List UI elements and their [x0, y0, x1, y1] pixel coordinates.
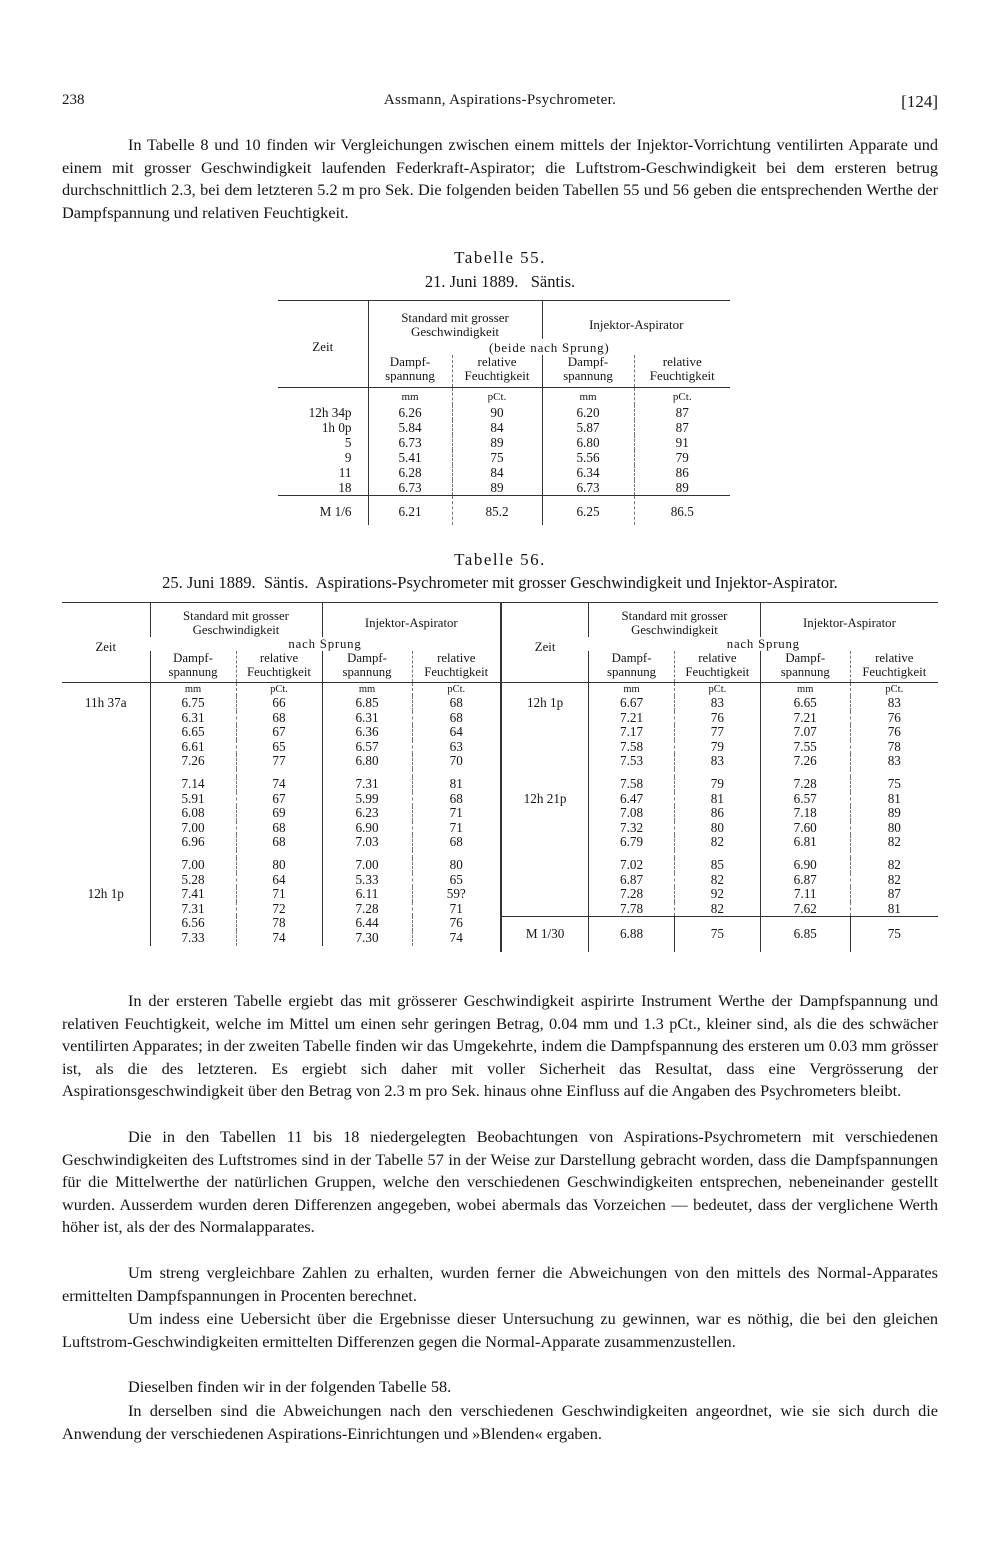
zeit-cell — [62, 806, 150, 821]
value-cell: 6.47 — [589, 792, 675, 807]
value-cell: 89 — [850, 806, 938, 821]
value-cell: 6.85 — [322, 696, 412, 711]
value-cell: 82 — [674, 835, 760, 850]
table-row — [501, 806, 938, 821]
value-cell: 6.57 — [322, 740, 412, 755]
injektor-header: Injektor-Aspirator — [760, 603, 938, 638]
unit-cell: pCt. — [412, 683, 500, 697]
value-cell: 6.11 — [322, 887, 412, 902]
table-row — [62, 887, 500, 902]
value-cell: 71 — [412, 806, 500, 821]
value-cell: 74 — [236, 777, 322, 792]
zeit-cell — [62, 835, 150, 850]
gap-cell — [62, 850, 150, 858]
zeit-cell — [501, 887, 589, 902]
page-number: 238 — [62, 92, 85, 108]
value-cell: 7.58 — [589, 740, 675, 755]
value-cell: 89 — [634, 480, 730, 496]
value-cell: 66 — [236, 696, 322, 711]
zeit-header: Zeit — [95, 639, 117, 654]
value-cell: 6.87 — [760, 873, 850, 888]
zeit-cell — [501, 740, 589, 755]
value-cell: 82 — [674, 902, 760, 917]
zeit-cell — [62, 754, 150, 769]
value-cell: 92 — [674, 887, 760, 902]
table-row — [501, 711, 938, 726]
value-cell: 6.08 — [150, 806, 236, 821]
table-row — [62, 740, 500, 755]
zeit-cell — [62, 916, 150, 931]
value-cell: 68 — [412, 711, 500, 726]
value-cell: 7.21 — [589, 711, 675, 726]
mean-value: 75 — [674, 917, 760, 952]
zeit-cell: 11 — [338, 465, 352, 480]
table56-subcaption: 25. Juni 1889. Säntis. Aspirations-Psychrometer mit grosser Geschwindigkeit und Injektor-Aspirator. — [162, 573, 838, 592]
table-row — [278, 450, 730, 465]
injektor-header: Injektor-Aspirator — [542, 301, 730, 340]
value-cell: 7.00 — [322, 858, 412, 873]
value-cell: 6.57 — [760, 792, 850, 807]
mean-value: 6.21 — [368, 496, 452, 526]
value-cell: 7.32 — [589, 821, 675, 836]
table55-body — [278, 388, 730, 526]
value-cell: 5.28 — [150, 873, 236, 888]
table-row — [62, 916, 500, 931]
value-cell: 7.00 — [150, 821, 236, 836]
value-cell: 7.33 — [150, 931, 236, 946]
gap-cell — [501, 769, 589, 777]
value-cell: 7.31 — [322, 777, 412, 792]
table-row — [62, 902, 500, 917]
value-cell: 6.36 — [322, 725, 412, 740]
value-cell: 87 — [634, 405, 730, 420]
value-cell: 68 — [236, 821, 322, 836]
standard-header: Standard mit grosser Geschwindigkeit — [150, 603, 322, 638]
zeit-cell — [501, 683, 589, 697]
value-cell: 64 — [412, 725, 500, 740]
standard-header: Standard mit grosser Geschwindigkeit — [368, 301, 542, 340]
value-cell: 63 — [412, 740, 500, 755]
table-row — [62, 873, 500, 888]
value-cell: 6.44 — [322, 916, 412, 931]
value-cell: 81 — [850, 902, 938, 917]
value-cell: 79 — [674, 740, 760, 755]
value-cell: 67 — [236, 725, 322, 740]
table-row — [501, 740, 938, 755]
value-cell: 81 — [412, 777, 500, 792]
injektor-header: Injektor-Aspirator — [322, 603, 500, 638]
table-row — [501, 873, 938, 888]
value-cell: 6.96 — [150, 835, 236, 850]
value-cell: 75 — [452, 450, 542, 465]
table55-subcaption: 21. Juni 1889. Säntis. — [424, 272, 576, 291]
value-cell: 6.31 — [150, 711, 236, 726]
unit-cell: pCt. — [674, 683, 760, 697]
value-cell: 6.73 — [368, 435, 452, 450]
value-cell: 5.56 — [542, 450, 634, 465]
rel-header: relative Feuchtigkeit — [412, 651, 500, 683]
unit-cell: mm — [542, 388, 634, 406]
value-cell: 82 — [674, 873, 760, 888]
units-row — [278, 388, 730, 406]
value-cell: 68 — [236, 835, 322, 850]
unit-cell: mm — [150, 683, 236, 697]
mean-row — [501, 917, 938, 952]
zeit-cell: 12h 1p — [526, 695, 564, 710]
value-cell: 7.11 — [760, 887, 850, 902]
table-row — [62, 725, 500, 740]
sprung-header: nach Sprung — [288, 637, 362, 651]
zeit-cell — [501, 777, 589, 792]
paragraph-4: Um indess eine Uebersicht über die Ergebnisse dieser Untersuchung zu gewinnen, war es nöthig, die bei den gleichen Luftstrom-Geschwindigkeiten ermittelten Differenzen gegen die Normal-Apparate zusammenzustellen. — [62, 1309, 938, 1351]
units-row — [62, 683, 500, 697]
table-row — [62, 931, 500, 946]
value-cell: 70 — [412, 754, 500, 769]
value-cell: 84 — [452, 420, 542, 435]
value-cell: 7.26 — [760, 754, 850, 769]
table-row — [501, 725, 938, 740]
value-cell: 6.61 — [150, 740, 236, 755]
zeit-cell — [501, 754, 589, 769]
table-56-left — [62, 602, 500, 946]
mean-value: 75 — [850, 917, 938, 952]
sprung-header: nach Sprung — [726, 637, 800, 651]
zeit-cell — [62, 792, 150, 807]
value-cell: 67 — [236, 792, 322, 807]
rel-header: relative Feuchtigkeit — [850, 651, 938, 683]
value-cell: 5.99 — [322, 792, 412, 807]
zeit-cell — [62, 725, 150, 740]
value-cell: 7.62 — [760, 902, 850, 917]
table-row — [278, 435, 730, 450]
value-cell: 6.80 — [542, 435, 634, 450]
zeit-cell — [62, 683, 150, 697]
unit-cell: pCt. — [634, 388, 730, 406]
value-cell: 7.02 — [589, 858, 675, 873]
zeit-cell — [501, 711, 589, 726]
value-cell: 81 — [850, 792, 938, 807]
value-cell: 71 — [412, 821, 500, 836]
value-cell: 65 — [236, 740, 322, 755]
zeit-cell — [62, 777, 150, 792]
zeit-cell — [501, 821, 589, 836]
value-cell: 7.28 — [322, 902, 412, 917]
value-cell: 7.00 — [150, 858, 236, 873]
value-cell: 81 — [674, 792, 760, 807]
unit-cell: mm — [368, 388, 452, 406]
value-cell: 7.08 — [589, 806, 675, 821]
dampf-header: Dampf- spannung — [589, 651, 675, 683]
value-cell: 77 — [236, 754, 322, 769]
value-cell: 6.81 — [760, 835, 850, 850]
value-cell: 83 — [674, 696, 760, 711]
value-cell: 76 — [850, 711, 938, 726]
intro-paragraph: In Tabelle 8 und 10 finden wir Vergleichungen zwischen einem mittels der Injektor-Vorrichtung ventilirten Apparate und einem mit grosser Geschwindigkeit laufenden Federkraft-Aspirator; die Luftstrom-Geschwindigkeit bei dem ersteren betrug durchschnittlich 2.3, bei dem letzteren 5.2 m pro Sek. Die folgenden beiden Tabellen 55 und 56 geben die entsprechenden Werthe der Dampfspannung und relativen Feuchtigkeit. — [62, 135, 938, 222]
mean-label: M 1/6 — [319, 504, 352, 519]
value-cell: 6.28 — [368, 465, 452, 480]
value-cell: 6.75 — [150, 696, 236, 711]
value-cell: 7.28 — [589, 887, 675, 902]
value-cell: 6.65 — [150, 725, 236, 740]
value-cell: 7.17 — [589, 725, 675, 740]
zeit-cell — [501, 873, 589, 888]
zeit-header: Zeit — [312, 339, 334, 354]
value-cell: 6.80 — [322, 754, 412, 769]
value-cell: 6.65 — [760, 696, 850, 711]
dampf-header: Dampf- spannung — [150, 651, 236, 683]
table-row — [62, 777, 500, 792]
unit-cell: pCt. — [236, 683, 322, 697]
value-cell: 64 — [236, 873, 322, 888]
value-cell: 68 — [412, 696, 500, 711]
table-row — [501, 902, 938, 917]
table55-caption: Tabelle 55. — [454, 248, 546, 267]
value-cell: 80 — [236, 858, 322, 873]
zeit-cell: 12h 21p — [523, 790, 567, 806]
value-cell: 74 — [236, 931, 322, 946]
running-title: Assmann, Aspirations-Psychrometer. — [383, 92, 617, 108]
value-cell: 6.73 — [368, 480, 452, 496]
mean-value: 6.25 — [542, 496, 634, 526]
value-cell: 7.60 — [760, 821, 850, 836]
table56-caption: Tabelle 56. — [454, 550, 546, 569]
value-cell: 78 — [236, 916, 322, 931]
table-row — [278, 480, 730, 496]
value-cell: 6.90 — [760, 858, 850, 873]
value-cell: 6.79 — [589, 835, 675, 850]
value-cell: 82 — [850, 858, 938, 873]
value-cell: 72 — [236, 902, 322, 917]
value-cell: 87 — [634, 420, 730, 435]
zeit-cell — [62, 740, 150, 755]
value-cell: 7.58 — [589, 777, 675, 792]
rel-header: relative Feuchtigkeit — [674, 651, 760, 683]
value-cell: 5.33 — [322, 873, 412, 888]
table-row — [62, 696, 500, 711]
table-row — [62, 858, 500, 873]
value-cell: 7.26 — [150, 754, 236, 769]
value-cell: 7.07 — [760, 725, 850, 740]
value-cell: 5.84 — [368, 420, 452, 435]
value-cell: 87 — [850, 887, 938, 902]
value-cell: 5.91 — [150, 792, 236, 807]
unit-cell: mm — [322, 683, 412, 697]
zeit-cell: 12h 34p — [308, 405, 352, 420]
value-cell: 6.34 — [542, 465, 634, 480]
zeit-cell: 1h 0p — [321, 420, 352, 435]
zeit-cell — [62, 858, 150, 873]
value-cell: 89 — [452, 480, 542, 496]
header-row — [501, 603, 938, 638]
table-row — [278, 420, 730, 435]
paragraph-6: In derselben sind die Abweichungen nach den verschiedenen Geschwindigkeiten angeordnet, wie sie sich durch die Anwendung der verschiedenen Aspirations-Einrichtungen und »Blenden« ergaben. — [62, 1401, 938, 1443]
value-cell: 7.78 — [589, 902, 675, 917]
value-cell: 7.30 — [322, 931, 412, 946]
dampf-header: Dampf- spannung — [368, 355, 452, 388]
table-row — [62, 754, 500, 769]
value-cell: 91 — [634, 435, 730, 450]
paragraph-5: Dieselben finden wir in der folgenden Tabelle 58. — [128, 1377, 452, 1396]
page-header — [62, 92, 938, 116]
value-cell: 76 — [674, 711, 760, 726]
unit-cell: pCt. — [452, 388, 542, 406]
table-row — [62, 835, 500, 850]
value-cell: 80 — [412, 858, 500, 873]
value-cell: 83 — [850, 754, 938, 769]
zeit-cell: 12h 1p — [87, 886, 124, 902]
zeit-cell — [62, 902, 150, 917]
zeit-cell — [62, 873, 150, 888]
zeit-cell — [501, 806, 589, 821]
paragraph-3: Um streng vergleichbare Zahlen zu erhalten, wurden ferner die Abweichungen von den mittels des Normal-Apparates ermittelten Dampfspannungen in Procenten berechnet. — [62, 1263, 938, 1305]
value-cell: 7.55 — [760, 740, 850, 755]
value-cell: 71 — [412, 902, 500, 917]
header-row — [62, 603, 500, 638]
mean-value: 6.88 — [589, 917, 675, 952]
value-cell: 90 — [452, 405, 542, 420]
mean-value: 86.5 — [634, 496, 730, 526]
table-row — [501, 777, 938, 792]
value-cell: 80 — [674, 821, 760, 836]
value-cell: 59? — [412, 887, 500, 902]
value-cell: 6.67 — [589, 696, 675, 711]
original-page-number: [124] — [901, 92, 938, 111]
dampf-header: Dampf- spannung — [542, 355, 634, 388]
zeit-cell — [62, 931, 150, 946]
units-row — [501, 683, 938, 697]
gap-cell — [501, 850, 589, 858]
value-cell: 86 — [674, 806, 760, 821]
table-row — [501, 696, 938, 711]
zeit-cell — [62, 821, 150, 836]
value-cell: 80 — [850, 821, 938, 836]
value-cell: 65 — [412, 873, 500, 888]
value-cell: 7.21 — [760, 711, 850, 726]
rel-header: relative Feuchtigkeit — [634, 355, 730, 388]
value-cell: 68 — [412, 835, 500, 850]
table-row — [62, 711, 500, 726]
table-row — [62, 806, 500, 821]
zeit-cell: 18 — [338, 480, 352, 495]
unit-cell: mm — [589, 683, 675, 697]
value-cell: 6.87 — [589, 873, 675, 888]
table-row — [501, 835, 938, 850]
table-row — [62, 821, 500, 836]
zeit-cell — [278, 388, 368, 406]
table-56-right — [500, 602, 938, 952]
zeit-cell: 5 — [344, 435, 352, 450]
value-cell: 79 — [674, 777, 760, 792]
value-cell: 83 — [850, 696, 938, 711]
unit-cell: pCt. — [850, 683, 938, 697]
value-cell: 82 — [850, 835, 938, 850]
value-cell: 76 — [850, 725, 938, 740]
value-cell: 7.03 — [322, 835, 412, 850]
value-cell: 6.31 — [322, 711, 412, 726]
mean-row — [278, 496, 730, 526]
gap-cell — [62, 769, 150, 777]
table-row — [501, 754, 938, 769]
value-cell: 7.31 — [150, 902, 236, 917]
value-cell: 6.56 — [150, 916, 236, 931]
value-cell: 71 — [236, 887, 322, 902]
value-cell: 7.41 — [150, 887, 236, 902]
value-cell: 7.14 — [150, 777, 236, 792]
zeit-header: Zeit — [534, 639, 556, 654]
value-cell: 6.73 — [542, 480, 634, 496]
value-cell: 74 — [412, 931, 500, 946]
value-cell: 68 — [236, 711, 322, 726]
sprung-header: (beide nach Sprung) — [368, 339, 730, 355]
value-cell: 83 — [674, 754, 760, 769]
rel-header: relative Feuchtigkeit — [236, 651, 322, 683]
value-cell: 7.53 — [589, 754, 675, 769]
table-row — [501, 792, 938, 807]
value-cell: 78 — [850, 740, 938, 755]
dampf-header: Dampf- spannung — [760, 651, 850, 683]
table-55 — [278, 300, 730, 525]
paragraph-2: Die in den Tabellen 11 bis 18 niedergelegten Beobachtungen von Aspirations-Psychrometern mit verschiedenen Geschwindigkeiten des Luftstromes sind in der Tabelle 57 in der Weise zur Darstellung gebracht worden, dass die Dampfspannungen für die Mittelwerthe der natürlichen Gruppen, welche den verschiedenen Geschwindigkeiten entsprechen, nebeneinander gestellt wurden. Ausserdem wurden deren Differenzen angegeben, wobei abermals das Vorzeichen — bedeutet, dass der verglichene Werth höher ist, als der des Normalapparates. — [62, 1127, 938, 1237]
zeit-cell — [501, 902, 589, 917]
unit-cell: mm — [760, 683, 850, 697]
zeit-cell — [501, 725, 589, 740]
zeit-cell: 9 — [344, 450, 352, 465]
value-cell: 6.90 — [322, 821, 412, 836]
value-cell: 69 — [236, 806, 322, 821]
table-row — [62, 792, 500, 807]
value-cell: 75 — [850, 777, 938, 792]
value-cell: 76 — [412, 916, 500, 931]
zeit-cell — [62, 711, 150, 726]
paragraph-1: In der ersteren Tabelle ergiebt das mit grösserer Geschwindigkeit aspirirte Instrument Werthe der Dampfspannung und relativen Feuchtigkeit, welche im Mittel um einen sehr geringen Betrag, 0.04 mm und 1.3 pCt., kleiner sind, als die des schwächer ventilirten Apparates; in der zweiten Tabelle finden wir das Umgekehrte, indem die Dampfspannung des ersteren um 0.03 mm grösser ist, als die des letzteren. Es ergiebt sich daher mit voller Sicherheit das Resultat, dass eine Vergrösserung der Aspirationsgeschwindigkeit über den Betrag von 2.3 m pro Sek. hinaus ohne Einfluss auf die Angaben des Psychrometers bleibt. — [62, 991, 938, 1101]
value-cell: 7.18 — [760, 806, 850, 821]
rel-header: relative Feuchtigkeit — [452, 355, 542, 388]
value-cell: 6.20 — [542, 405, 634, 420]
value-cell: 5.87 — [542, 420, 634, 435]
table-row — [501, 821, 938, 836]
zeit-cell — [501, 835, 589, 850]
mean-label: M 1/30 — [525, 926, 565, 942]
value-cell: 84 — [452, 465, 542, 480]
table-row — [501, 887, 938, 902]
dampf-header: Dampf- spannung — [322, 651, 412, 683]
value-cell: 89 — [452, 435, 542, 450]
standard-header: Standard mit grosser Geschwindigkeit — [589, 603, 761, 638]
table-row — [278, 465, 730, 480]
value-cell: 6.23 — [322, 806, 412, 821]
table-row — [501, 858, 938, 873]
value-cell: 77 — [674, 725, 760, 740]
mean-value: 6.85 — [760, 917, 850, 952]
value-cell: 6.26 — [368, 405, 452, 420]
value-cell: 85 — [674, 858, 760, 873]
value-cell: 79 — [634, 450, 730, 465]
value-cell: 82 — [850, 873, 938, 888]
value-cell: 5.41 — [368, 450, 452, 465]
value-cell: 7.28 — [760, 777, 850, 792]
table-row — [278, 405, 730, 420]
value-cell: 86 — [634, 465, 730, 480]
zeit-cell: 11h 37a — [84, 695, 127, 710]
zeit-cell — [501, 858, 589, 873]
value-cell: 68 — [412, 792, 500, 807]
mean-value: 85.2 — [452, 496, 542, 526]
